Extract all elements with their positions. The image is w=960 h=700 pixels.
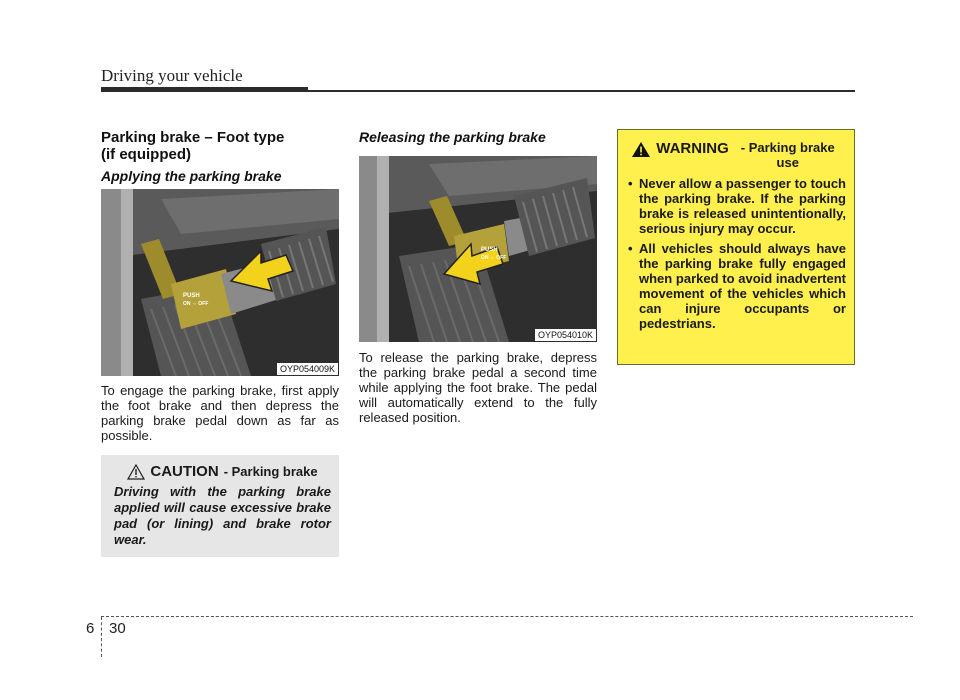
page-number: 30: [109, 620, 126, 637]
header-rule-thick: [101, 87, 308, 92]
applying-subheading: Applying the parking brake: [101, 168, 282, 184]
section-title-line-1: Parking brake – Foot type: [101, 129, 285, 146]
caution-subtitle: - Parking brake: [223, 464, 318, 479]
warning-item: • All vehicles should always have the parking brake fully engaged when parked to avoid inadvertent movement of the vehicles which can injure occupants or pedestrians.: [627, 241, 846, 331]
releasing-pedal-onoff-label: ON ⇔ OFF: [481, 255, 507, 261]
warning-box: [617, 129, 855, 365]
warning-item: • Never allow a passenger to touch the parking brake. If the parking brake is released unintentionally, serious injury may occur.: [627, 176, 846, 236]
footer-rule-horizontal: [101, 616, 913, 617]
applying-body-text: To engage the parking brake, first apply the foot brake and then depress the parking brake pedal down as far as possible.: [101, 383, 339, 443]
chapter-number: 6: [86, 620, 95, 637]
releasing-subheading: Releasing the parking brake: [359, 129, 546, 145]
releasing-photo-code: OYP054010K: [535, 329, 596, 341]
warning-list: [627, 176, 846, 331]
section-title: [101, 129, 341, 163]
caution-header: [114, 463, 331, 480]
warning-title: WARNING: [656, 140, 729, 157]
applying-photo-code: OYP054009K: [277, 363, 338, 375]
warning-subtitle: - Parking brake use: [740, 140, 835, 170]
footer-rule-vertical: [101, 617, 102, 657]
releasing-brake-photo: [359, 156, 597, 342]
caution-body: Driving with the parking brake applied will cause excessive brake pad (or lining) and brake rotor wear.: [114, 484, 331, 547]
running-header: Driving your vehicle: [101, 66, 243, 85]
caution-triangle-icon: [127, 464, 145, 480]
header-rule-thin: [308, 90, 855, 92]
caution-box: [101, 455, 339, 557]
releasing-pedal-push-label: PUSH: [481, 247, 498, 253]
applying-pedal-onoff-label: ON ⇔ OFF: [183, 301, 209, 307]
section-title-line-2: (if equipped): [101, 146, 191, 163]
warning-header: [627, 140, 846, 170]
applying-brake-photo: [101, 189, 339, 376]
caution-title: CAUTION: [150, 463, 219, 480]
warning-triangle-icon: [631, 141, 651, 158]
applying-pedal-push-label: PUSH: [183, 293, 200, 299]
releasing-body-text: To release the parking brake, depress the parking brake pedal a second time while applying the foot brake. The pedal will automatically extend to the fully released position.: [359, 350, 597, 425]
